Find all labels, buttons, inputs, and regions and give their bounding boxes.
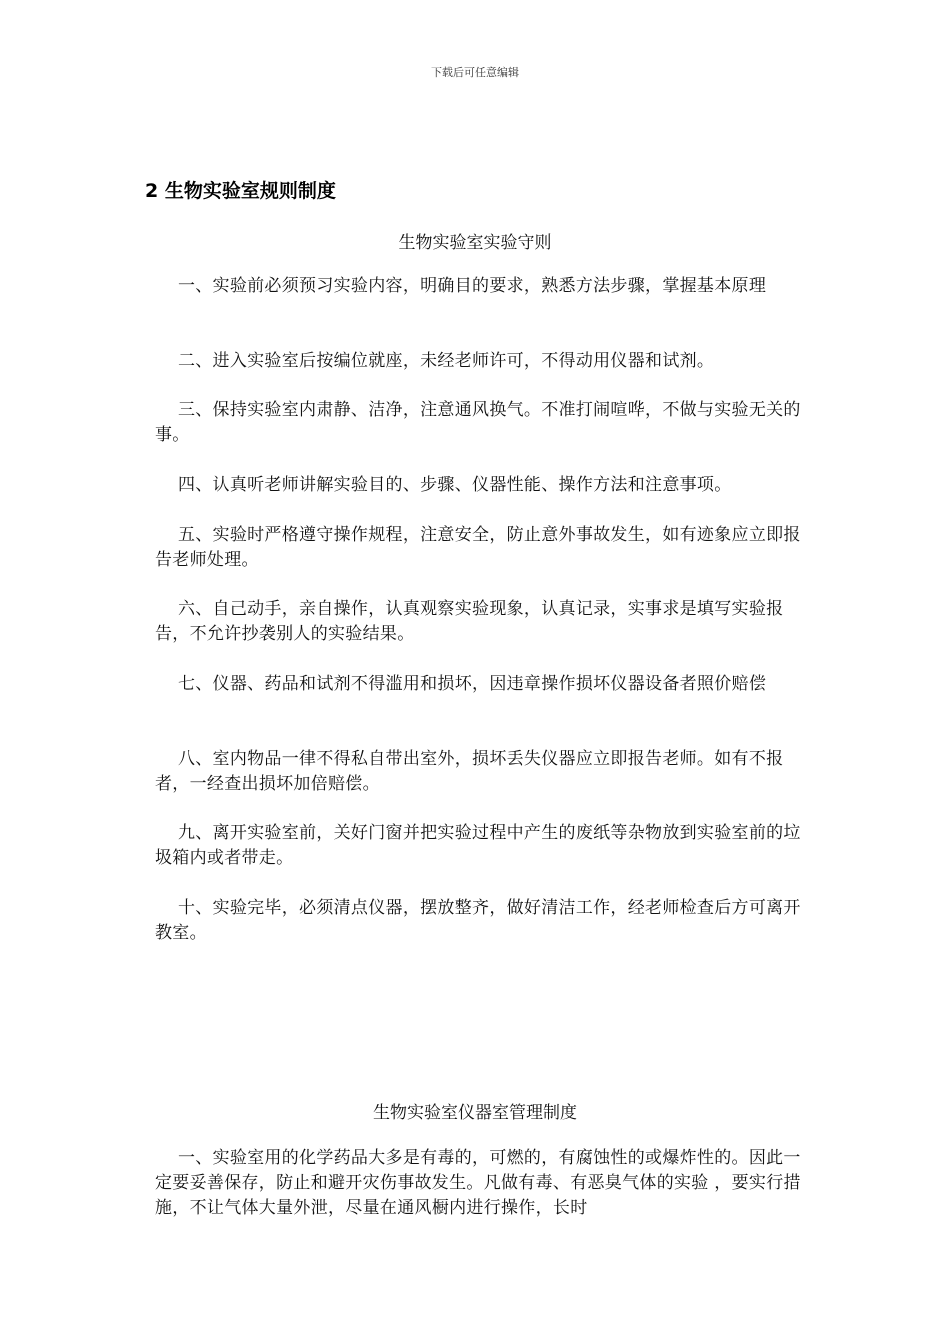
rule-item: 一、实验前必须预习实验内容，明确目的要求，熟悉方法步骤，掌握基本原理	[177, 276, 767, 296]
management-paragraph: 一、实验室用的化学药品大多是有毒的，可燃的，有腐蚀性的或爆炸性的。因此一定要妥善保存，防止和避开灾伤事故发生。凡做有毒、有恶臭气体的实验 ，要实行措施，不让气体大量外泄，尽量在通风橱内进行操作，长时	[155, 1148, 801, 1218]
rule-item: 四、认真听老师讲解实验目的、步骤、仪器性能、操作方法和注意事项。	[177, 475, 732, 495]
rule-item: 八、室内物品一律不得私自带出室外，损坏丢失仪器应立即报告老师。如有不报者，一经查出损坏加倍赔偿。	[155, 749, 784, 794]
rule-item: 九、离开实验室前，关好门窗并把实验过程中产生的废纸等杂物放到实验室前的垃圾箱内或者带走。	[155, 823, 801, 868]
section-title-lab-rules: 生物实验室实验守则	[398, 233, 552, 253]
rule-item: 十、实验完毕，必须清点仪器，摆放整齐，做好清洁工作，经老师检查后方可离开教室。	[155, 898, 801, 943]
rule-item: 六、自己动手，亲自操作，认真观察实验现象，认真记录，实事求是填写实验报告，不允许抄袭别人的实验结果。	[155, 599, 784, 644]
rule-item: 七、仪器、药品和试剂不得滥用和损坏，因违章操作损坏仪器设备者照价赔偿	[177, 674, 767, 694]
header-note: 下载后可任意编辑	[431, 66, 519, 79]
document-title: 2 生物实验室规则制度	[145, 180, 336, 202]
section-title-instrument-room: 生物实验室仪器室管理制度	[373, 1103, 577, 1123]
rule-item: 三、保持实验室内肃静、洁净，注意通风换气。不准打闹喧哗，不做与实验无关的事。	[155, 400, 801, 445]
rule-item: 五、实验时严格遵守操作规程，注意安全，防止意外事故发生，如有迹象应立即报告老师处理。	[155, 525, 801, 570]
rule-item: 二、进入实验室后按编位就座，未经老师许可，不得动用仪器和试剂。	[177, 351, 715, 371]
